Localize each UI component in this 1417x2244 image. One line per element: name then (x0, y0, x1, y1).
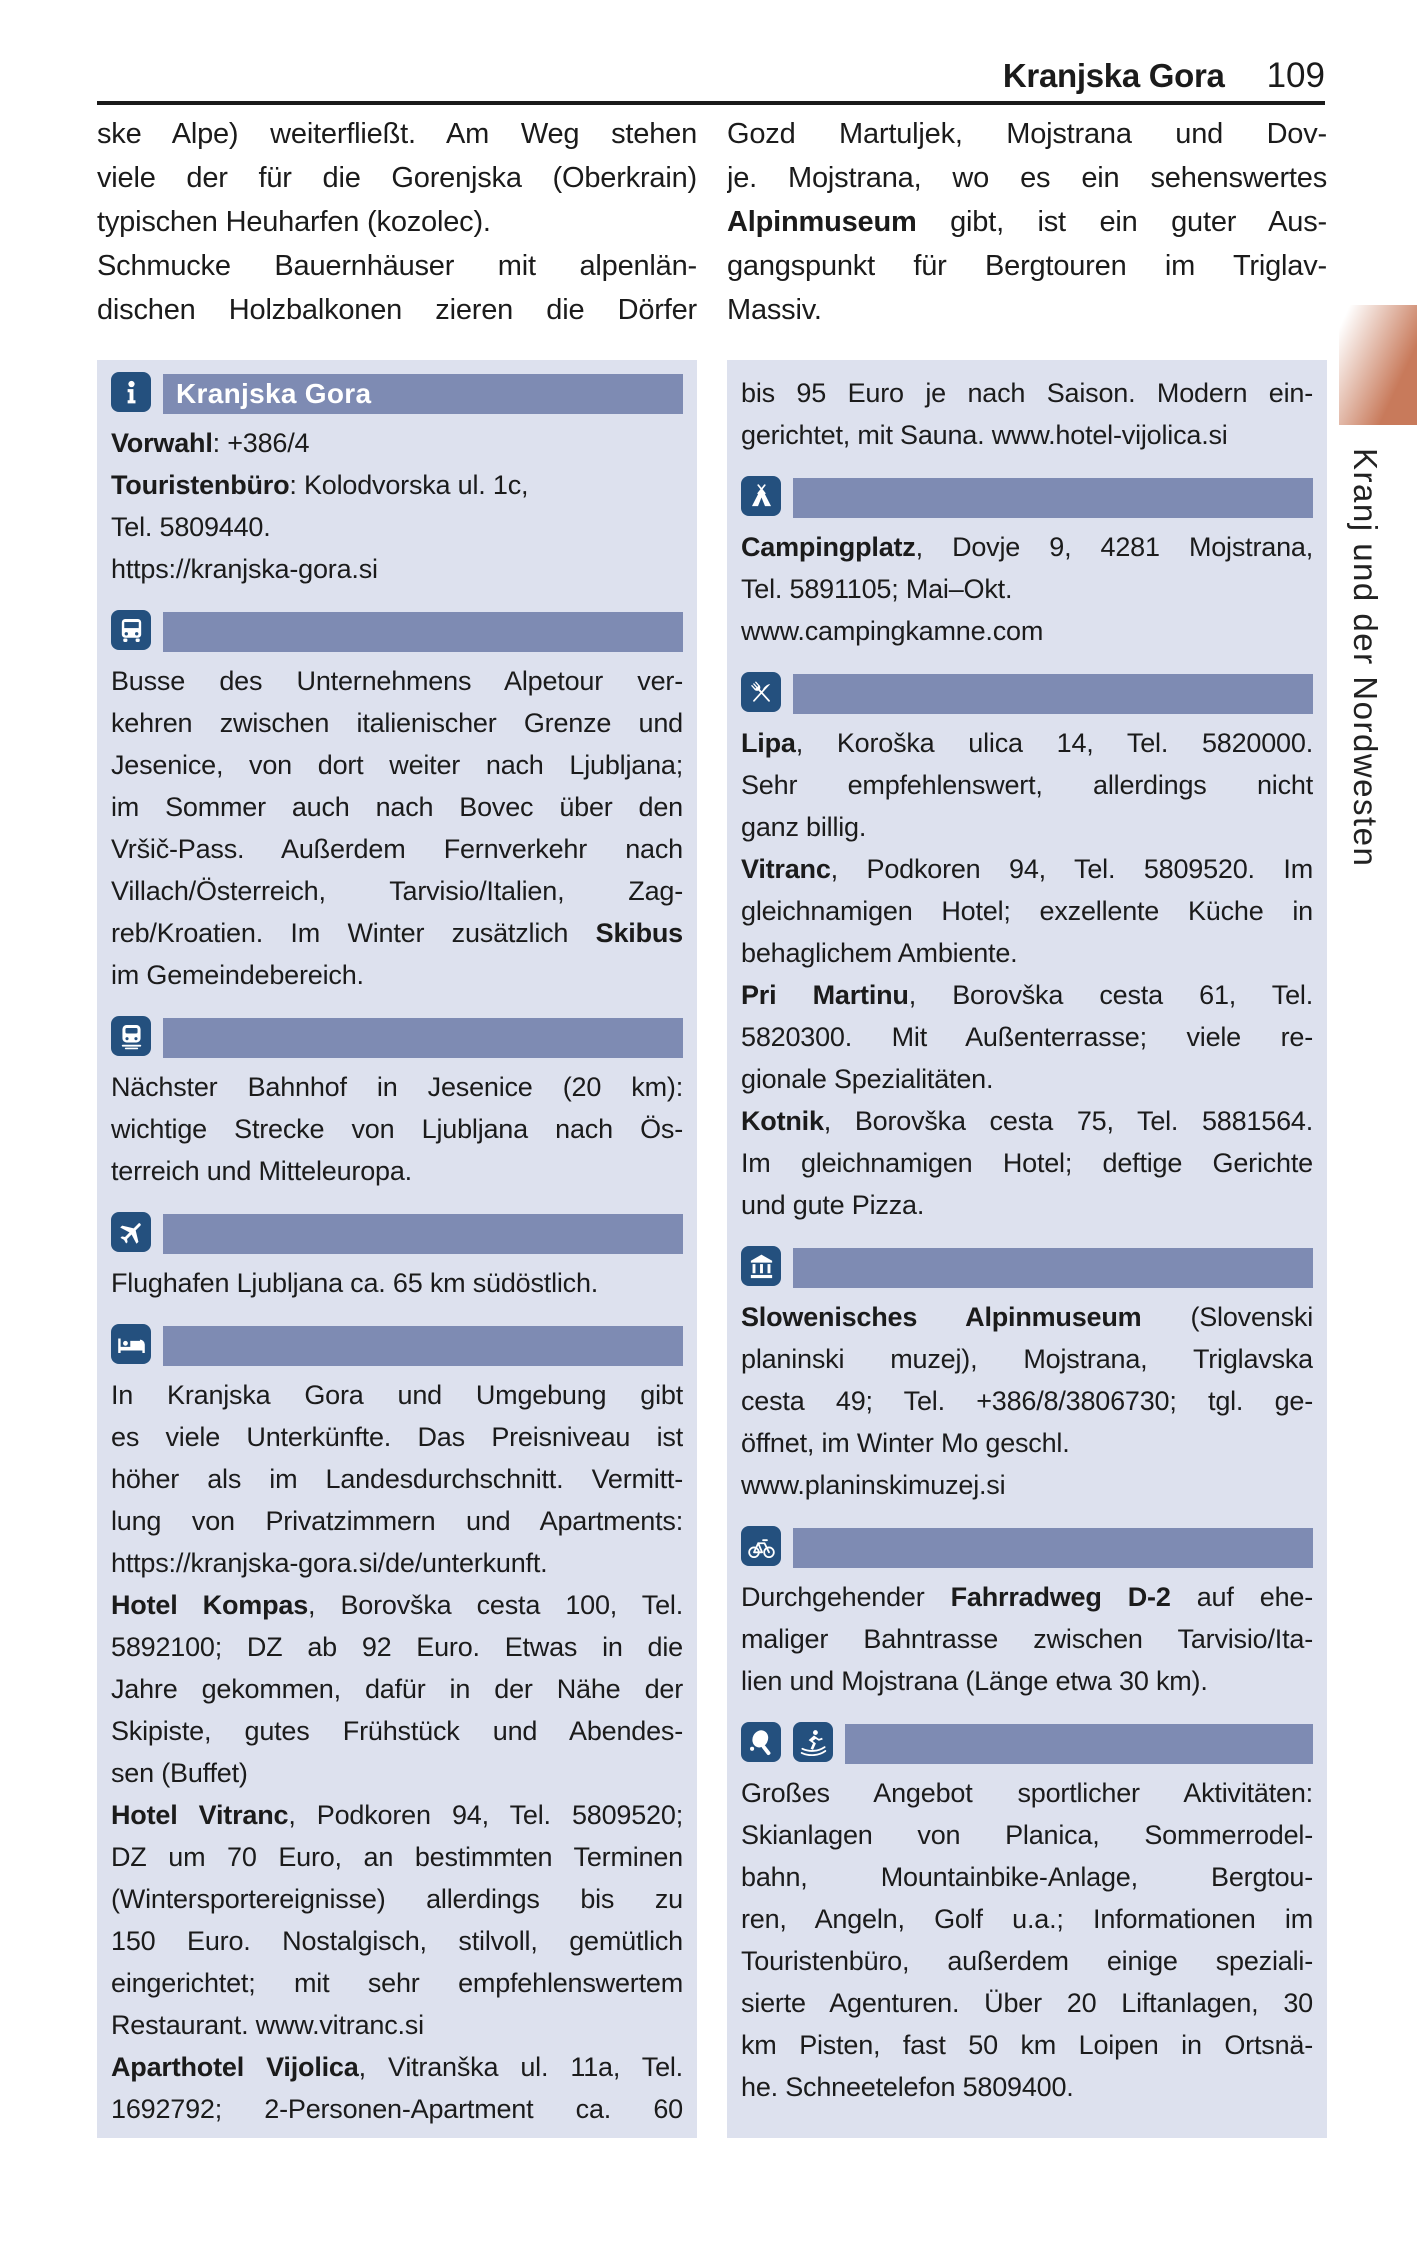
text-line (741, 1982, 1313, 2024)
text-segment: behaglichem Ambiente. (741, 938, 1018, 968)
section-camping (741, 476, 1313, 652)
chapter-vertical-label: Kranj und der Nordwesten (1347, 448, 1384, 868)
text-line (111, 1668, 683, 1710)
text-line (111, 1626, 683, 1668)
section-header-row (111, 372, 683, 414)
text-segment: Schmucke Bauernhäuser mit alpenlän- (97, 250, 697, 282)
section-museum (741, 1246, 1313, 1506)
text-line (111, 1458, 683, 1500)
text-segment: Villach/Österreich, Tarvisio/Italien, Zag- (111, 876, 683, 906)
text-line (727, 244, 1327, 288)
text-segment: lien und Mojstrana (Länge etwa 30 km). (741, 1666, 1208, 1696)
text-line (741, 1772, 1313, 1814)
text-segment: im Sommer auch nach Bovec über den (111, 792, 683, 822)
text-line (111, 828, 683, 870)
text-segment: Busse des Unternehmens Alpetour ver- (111, 666, 683, 696)
text-segment: ganz billig. (741, 812, 867, 842)
text-segment: höher als im Landesdurchschnitt. Vermitt- (111, 1464, 683, 1494)
text-segment: im Gemeindebereich. (111, 960, 364, 990)
bold-text-segment: Alpinmuseum (727, 206, 917, 238)
text-line (111, 2088, 683, 2130)
section-plane (111, 1212, 683, 1304)
text-line (741, 1016, 1313, 1058)
text-segment: viele der für die Gorenjska (Oberkrain) (97, 162, 697, 194)
text-segment: Jahre gekommen, dafür in der Nähe der (111, 1674, 683, 1704)
text-segment: 150 Euro. Nostalgisch, stilvoll, gemütlich (111, 1926, 683, 1956)
text-segment: gionale Spezialitäten. (741, 1064, 994, 1094)
info-icon (111, 372, 151, 412)
section-header-row (741, 476, 1313, 518)
bed-icon (111, 1324, 151, 1364)
text-line (741, 1380, 1313, 1422)
text-line (741, 974, 1313, 1016)
text-segment: gleichnamigen Hotel; exzellente Küche in (741, 896, 1313, 926)
text-line (727, 156, 1327, 200)
text-line (741, 722, 1313, 764)
header-rule (97, 101, 1325, 105)
text-line (111, 702, 683, 744)
text-segment: , Borovška cesta 61, Tel. (908, 980, 1313, 1010)
text-segment: , Podkoren 94, Tel. 5809520. Im (830, 854, 1313, 884)
text-line (741, 1856, 1313, 1898)
text-line (111, 1416, 683, 1458)
text-segment: sen (Buffet) (111, 1758, 248, 1788)
text-line (741, 806, 1313, 848)
text-segment: planinski muzej), Mojstrana, Triglavska (741, 1344, 1313, 1374)
restaurant-icon (741, 672, 781, 712)
paddle-icon (741, 1722, 781, 1762)
text-segment: 1692792; 2-Personen-Apartment ca. 60 (111, 2094, 683, 2124)
text-line (741, 2066, 1313, 2108)
text-segment: In Kranjska Gora und Umgebung gibt (111, 1380, 683, 1410)
text-segment: maliger Bahntrasse zwischen Tarvisio/Ita- (741, 1624, 1313, 1654)
bold-text-segment: Pri Martinu (741, 980, 909, 1010)
text-segment: cesta 49; Tel. +386/8/3806730; tgl. ge- (741, 1386, 1313, 1416)
bold-text-segment: Hotel Kompas (111, 1590, 309, 1620)
bold-text-segment: Kotnik (741, 1106, 824, 1136)
text-segment: Jesenice, von dort weiter nach Ljubljana; (111, 750, 683, 780)
text-segment: Sehr empfehlenswert, allerdings nicht (741, 770, 1313, 800)
text-segment: , Borovška cesta 75, Tel. 5881564. (823, 1106, 1313, 1136)
running-head (97, 56, 1325, 96)
text-line (741, 1058, 1313, 1100)
text-line (111, 1066, 683, 1108)
text-line (111, 464, 683, 506)
text-segment: Im gleichnamigen Hotel; deftige Gerichte (741, 1148, 1313, 1178)
text-line (111, 506, 683, 548)
bold-text-segment: Campingplatz (741, 532, 916, 562)
text-segment: 5820300. Mit Außenterrasse; viele re- (741, 1022, 1313, 1052)
text-line (741, 372, 1313, 414)
section-header-row (111, 1324, 683, 1366)
text-line (111, 1374, 683, 1416)
text-line (111, 1752, 683, 1794)
section-header-row (741, 1722, 1313, 1764)
section-header-bar (163, 612, 683, 652)
text-segment: es viele Unterkünfte. Das Preisniveau ist (111, 1422, 683, 1452)
text-segment: gangspunkt für Bergtouren im Triglav- (727, 250, 1327, 282)
section-train (111, 1016, 683, 1192)
text-line (97, 156, 697, 200)
text-segment: Flughafen Ljubljana ca. 65 km südöstlich. (111, 1268, 599, 1298)
text-segment: , Podkoren 94, Tel. 5809520; (288, 1800, 683, 1830)
bicycle-icon (741, 1526, 781, 1566)
text-line (727, 200, 1327, 244)
text-line (111, 1794, 683, 1836)
text-segment: Tel. 5891105; Mai–Okt. (741, 574, 1013, 604)
text-line (111, 660, 683, 702)
section-sports (741, 1722, 1313, 2108)
text-segment: Vršič-Pass. Außerdem Fernverkehr nach (111, 834, 683, 864)
text-line (741, 1296, 1313, 1338)
two-column-layout (97, 112, 1327, 2138)
text-segment: Nächster Bahnhof in Jesenice (20 km): (111, 1072, 683, 1102)
running-head-title: Kranjska Gora (1002, 57, 1225, 94)
section-title-bar: Kranjska Gora (163, 374, 683, 414)
intro-paragraph-right (727, 112, 1327, 332)
text-line (97, 288, 697, 332)
section-header-row (111, 1016, 683, 1058)
text-segment: auf ehe- (1170, 1582, 1313, 1612)
text-line (741, 1422, 1313, 1464)
left-column (97, 112, 697, 2138)
text-segment: Skipiste, gutes Frühstück und Abendes- (111, 1716, 683, 1746)
text-segment: DZ um 70 Euro, an bestimmten Terminen (111, 1842, 683, 1872)
text-line (741, 1142, 1313, 1184)
text-segment: kehren zwischen italienischer Grenze und (111, 708, 683, 738)
tent-icon (741, 476, 781, 516)
text-segment: Großes Angebot sportlicher Aktivitäten: (741, 1778, 1313, 1808)
text-segment: 5892100; DZ ab 92 Euro. Etwas in die (111, 1632, 683, 1662)
section-hotel-continued (741, 372, 1313, 456)
section-info (111, 372, 683, 590)
chapter-color-tab (1339, 305, 1417, 425)
text-line (741, 568, 1313, 610)
text-segment: Touristenbüro, außerdem einige speziali- (741, 1946, 1313, 1976)
text-line (111, 1836, 683, 1878)
text-line (111, 786, 683, 828)
bold-text-segment: Hotel Vitranc (111, 1800, 289, 1830)
text-segment: www.campingkamne.com (741, 616, 1044, 646)
text-line (741, 848, 1313, 890)
text-line (111, 1584, 683, 1626)
page-number: 109 (1266, 56, 1325, 95)
text-segment: , Dovje 9, 4281 Mojstrana, (915, 532, 1313, 562)
section-restaurants (741, 672, 1313, 1226)
text-segment: : Kolodvorska ul. 1c, (289, 470, 529, 500)
section-header-row (741, 672, 1313, 714)
text-line (741, 1618, 1313, 1660)
text-line (741, 1184, 1313, 1226)
text-line (741, 890, 1313, 932)
section-header-row (111, 1212, 683, 1254)
section-header-bar (793, 1248, 1313, 1288)
text-segment: https://kranjska-gora.si (111, 554, 378, 584)
intro-paragraph-left (97, 112, 697, 332)
text-line (741, 526, 1313, 568)
infobox-left (97, 360, 697, 2138)
text-segment: Restaurant. www.vitranc.si (111, 2010, 424, 2040)
text-line (111, 1962, 683, 2004)
text-line (741, 1940, 1313, 1982)
text-line (97, 200, 697, 244)
bold-text-segment: Skibus (595, 918, 683, 948)
text-segment: typischen Heuharfen (kozolec). (97, 206, 491, 238)
text-segment: he. Schneetelefon 5809400. (741, 2072, 1074, 2102)
section-header-bar (163, 1326, 683, 1366)
text-line (727, 288, 1327, 332)
text-line (741, 1576, 1313, 1618)
text-segment: und gute Pizza. (741, 1190, 925, 1220)
text-line (111, 1878, 683, 1920)
text-segment: reb/Kroatien. Im Winter zusätzlich (111, 918, 596, 948)
text-line (111, 1920, 683, 1962)
text-segment: Gozd Martuljek, Mojstrana und Dov- (727, 118, 1327, 150)
text-segment: je. Mojstrana, wo es ein sehenswertes (727, 162, 1327, 194)
text-segment: www.planinskimuzej.si (741, 1470, 1006, 1500)
text-line (111, 1262, 683, 1304)
section-header-bar (793, 478, 1313, 518)
text-segment: Skianlagen von Planica, Sommerrodel- (741, 1820, 1313, 1850)
text-segment: gibt, ist ein guter Aus- (916, 206, 1327, 238)
bold-text-segment: Fahrradweg D-2 (950, 1582, 1171, 1612)
text-line (741, 764, 1313, 806)
text-line (741, 1660, 1313, 1702)
text-segment: ren, Angeln, Golf u.a.; Informationen im (741, 1904, 1313, 1934)
text-segment: wichtige Strecke von Ljubljana nach Ös- (111, 1114, 683, 1144)
text-line (741, 1898, 1313, 1940)
text-segment: , Koroška ulica 14, Tel. 5820000. (795, 728, 1313, 758)
text-line (111, 2046, 683, 2088)
text-segment: sierte Agenturen. Über 20 Liftanlagen, 30 (741, 1988, 1313, 2018)
section-header-bar (793, 1528, 1313, 1568)
text-segment: (Slovenski (1141, 1302, 1313, 1332)
text-segment: gerichtet, mit Sauna. www.hotel-vijolica.si (741, 420, 1228, 450)
plane-icon (111, 1212, 151, 1252)
section-header-row (741, 1526, 1313, 1568)
text-segment: ske Alpe) weiterfließt. Am Weg stehen (97, 118, 697, 150)
text-segment: (Wintersportereignisse) allerdings bis zu (111, 1884, 683, 1914)
text-line (111, 2004, 683, 2046)
bold-text-segment: Slowenisches Alpinmuseum (741, 1302, 1142, 1332)
text-segment: km Pisten, fast 50 km Loipen in Ortsnä- (741, 2030, 1313, 2060)
text-segment: https://kranjska-gora.si/de/unterkunft. (111, 1548, 548, 1578)
bus-icon (111, 610, 151, 650)
text-line (111, 870, 683, 912)
text-line (741, 610, 1313, 652)
text-line (741, 1464, 1313, 1506)
skier-icon (793, 1722, 833, 1762)
text-line (741, 1338, 1313, 1380)
text-line (727, 112, 1327, 156)
text-line (741, 1100, 1313, 1142)
text-line (111, 954, 683, 996)
text-line (111, 1150, 683, 1192)
section-header-row (111, 610, 683, 652)
text-line (111, 1500, 683, 1542)
text-line (111, 422, 683, 464)
text-line (741, 2024, 1313, 2066)
text-segment: eingerichtet; mit sehr empfehlenswertem (111, 1968, 683, 1998)
text-segment: Massiv. (727, 294, 822, 326)
section-header-row (741, 1246, 1313, 1288)
text-line (741, 1814, 1313, 1856)
text-segment: Durchgehender (741, 1582, 951, 1612)
bold-text-segment: Vorwahl (111, 428, 213, 458)
text-segment: bahn, Mountainbike-Anlage, Bergtou- (741, 1862, 1313, 1892)
text-segment: öffnet, im Winter Mo geschl. (741, 1428, 1070, 1458)
text-line (111, 912, 683, 954)
museum-icon (741, 1246, 781, 1286)
text-line (111, 1542, 683, 1584)
bold-text-segment: Aparthotel Vijolica (111, 2052, 359, 2082)
section-accommodation (111, 1324, 683, 2130)
train-icon (111, 1016, 151, 1056)
section-bus (111, 610, 683, 996)
text-line (97, 244, 697, 288)
text-segment: dischen Holzbalkonen zieren die Dörfer (97, 294, 697, 326)
section-header-bar (163, 1018, 683, 1058)
text-segment: terreich und Mitteleuropa. (111, 1156, 412, 1186)
section-header-bar (793, 674, 1313, 714)
text-segment: , Borovška cesta 100, Tel. (308, 1590, 683, 1620)
infobox-right (727, 360, 1327, 2138)
text-segment: : +386/4 (212, 428, 310, 458)
section-cycling (741, 1526, 1313, 1702)
bold-text-segment: Touristenbüro (111, 470, 290, 500)
bold-text-segment: Lipa (741, 728, 796, 758)
section-header-bar (845, 1724, 1313, 1764)
bold-text-segment: Vitranc (741, 854, 831, 884)
text-line (741, 932, 1313, 974)
text-line (97, 112, 697, 156)
text-line (741, 414, 1313, 456)
text-segment: , Vitranška ul. 11a, Tel. (358, 2052, 683, 2082)
right-column (727, 112, 1327, 2138)
section-header-bar (163, 1214, 683, 1254)
text-segment: lung von Privatzimmern und Apartments: (111, 1506, 683, 1536)
text-segment: bis 95 Euro je nach Saison. Modern ein- (741, 378, 1313, 408)
text-segment: Tel. 5809440. (111, 512, 271, 542)
text-line (111, 548, 683, 590)
text-line (111, 1710, 683, 1752)
text-line (111, 744, 683, 786)
text-line (111, 1108, 683, 1150)
